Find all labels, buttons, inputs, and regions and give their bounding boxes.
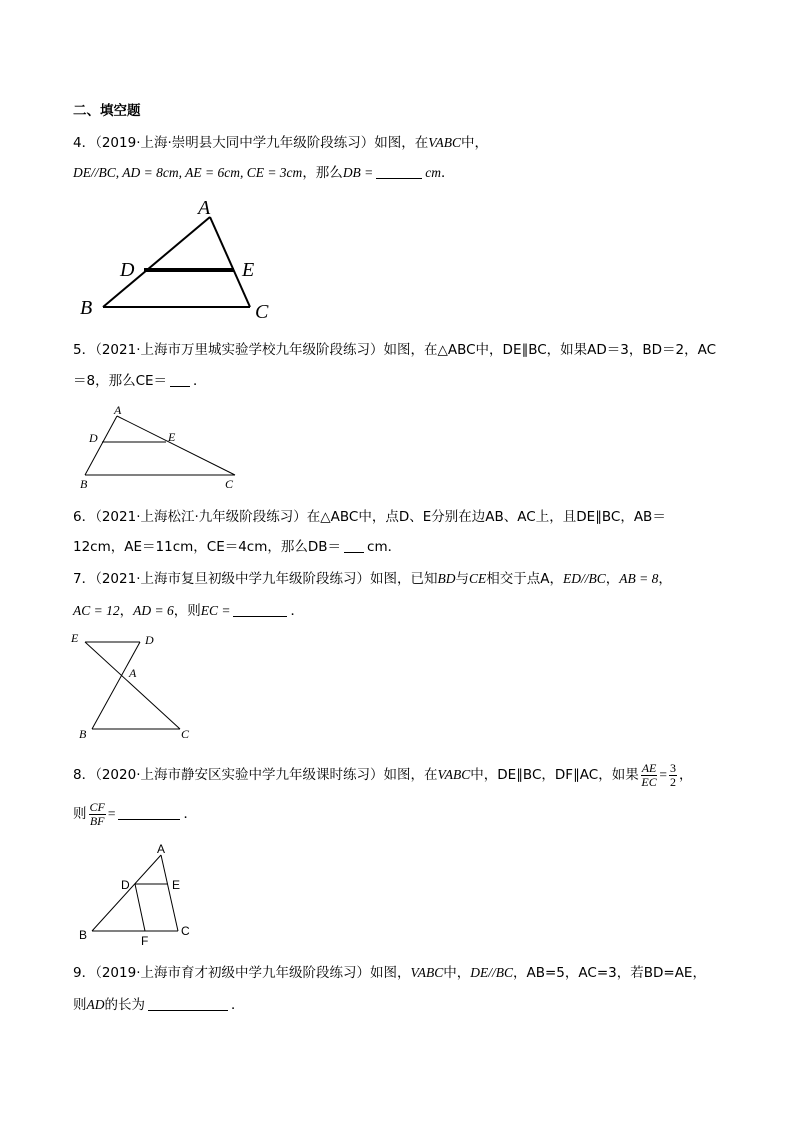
- q8-label-f: F: [141, 934, 149, 948]
- q9-text-c: ，AB=5，AC=3，若BD=AE，: [513, 965, 706, 981]
- q8-line1: [73, 760, 693, 790]
- q5-side-ac: [117, 416, 235, 475]
- q4-unit: cm: [425, 165, 442, 180]
- q9-then: 则: [73, 997, 87, 1013]
- q8-fraction-3-2: [669, 762, 677, 789]
- q5-text: ＝8，那么CE＝: [73, 373, 168, 389]
- q8-comma: ，: [679, 767, 693, 783]
- q7-text-g: ，则: [173, 603, 201, 619]
- q8-label-e: E: [172, 878, 181, 892]
- q6-text: 12cm，AE＝11cm，CE＝4cm，那么DB＝: [73, 539, 342, 555]
- q7-text-d: ，: [605, 571, 620, 587]
- q5-side-ab: [85, 416, 117, 475]
- q8-line2: 则 $\frac{CF}{BF}$ = ．: [73, 799, 197, 828]
- q8-side-ab: [92, 855, 161, 931]
- q4-label-b: B: [80, 297, 93, 319]
- q4-answer-blank[interactable]: [376, 164, 422, 179]
- q8-fraction-ae-ec: [641, 762, 658, 789]
- q9-text-d: 的长为: [104, 997, 145, 1013]
- q5-answer-blank[interactable]: [170, 372, 190, 387]
- q4-line1: [73, 134, 488, 152]
- q9-triangle: VABC: [410, 965, 444, 980]
- q8-text-b: 中，DE∥BC，DF∥AC，如果: [470, 767, 639, 783]
- q9-ad: AD: [86, 997, 105, 1012]
- q7-ce: CE: [469, 571, 487, 586]
- q5-label-c: C: [225, 477, 234, 491]
- q8-label-b: B: [79, 928, 88, 942]
- q9-period: ．: [231, 997, 245, 1013]
- q8-frac3-num: CF: [89, 799, 105, 814]
- q4-label-d: D: [120, 259, 135, 281]
- q4-then: ，那么: [302, 165, 343, 181]
- section-title: 二、填空题: [73, 103, 141, 119]
- q8-equals: =: [659, 767, 668, 782]
- q8-frac3-den: BF: [89, 813, 105, 828]
- q5-line2: [73, 372, 207, 390]
- q7-line1: [73, 570, 672, 588]
- q7-text-c: 相交于点A，: [486, 571, 564, 587]
- q8-triangle: VABC: [437, 767, 471, 782]
- q7-ec: EC =: [200, 603, 231, 618]
- q4-db: DB =: [342, 165, 374, 180]
- q7-ab: AB = 8: [619, 571, 659, 586]
- q7-bd: BD: [437, 571, 456, 586]
- q8-frac2-den: 2: [670, 774, 677, 789]
- q6-line2: [73, 538, 401, 556]
- q7-ac: AC = 12: [73, 603, 120, 618]
- q8-side-ac: [161, 855, 181, 931]
- q8-text-a: 8．（2020·上海市静安区实验中学九年级课时练习）如图，在: [73, 767, 438, 783]
- q9-line2: [73, 996, 245, 1014]
- q4-line2: [73, 164, 455, 182]
- q7-text-a: 7．（2021·上海市复旦初级中学九年级阶段练习）如图，已知: [73, 571, 438, 587]
- q7-label-a: A: [129, 666, 137, 680]
- q9-text-b: 中，: [443, 965, 471, 981]
- q7-text-b: 与: [455, 571, 469, 587]
- q8-frac1-den: EC: [641, 774, 657, 789]
- q7-condition: ED//BC: [563, 571, 606, 586]
- q4-label-c: C: [255, 301, 269, 323]
- q5-label-a: A: [114, 403, 122, 417]
- q7-answer-blank[interactable]: [233, 602, 287, 617]
- q8-figure: [75, 838, 205, 948]
- q4-text-end: 中，: [461, 135, 489, 151]
- q8-answer-blank[interactable]: [118, 805, 180, 820]
- q4-figure: [70, 190, 300, 330]
- q5-label-d: D: [89, 431, 98, 445]
- q7-label-e: E: [71, 631, 79, 645]
- q9-line1: [73, 964, 706, 982]
- q8-label-d: D: [121, 878, 130, 892]
- q5-period: ．: [193, 373, 207, 389]
- q7-text-e: ，: [658, 571, 672, 587]
- q5-label-b: B: [80, 477, 88, 491]
- q8-frac1-num: AE: [641, 760, 657, 775]
- q4-conditions: DE//BC, AD = 8cm, AE = 6cm, CE = 3cm: [73, 165, 303, 180]
- q5-line1: 5．（2021·上海市万里城实验学校九年级阶段练习）如图，在△ABC中，DE∥BC，如果AD＝3，BD＝2，AC: [73, 342, 717, 358]
- q8-frac2-num: 3: [670, 760, 677, 775]
- q7-period: ．: [290, 603, 304, 619]
- q7-figure: [65, 628, 205, 746]
- q7-label-b: B: [79, 727, 87, 741]
- q8-fraction-cf-bf: [89, 801, 106, 828]
- q4-label-a: A: [198, 197, 211, 219]
- q7-label-d: D: [145, 633, 154, 647]
- q6-answer-blank[interactable]: [344, 538, 364, 553]
- q8-segment-df: [135, 884, 145, 931]
- q7-label-c: C: [181, 727, 190, 741]
- q8-period: ．: [183, 806, 197, 822]
- q8-label-a: A: [157, 842, 166, 856]
- q9-answer-blank[interactable]: [148, 996, 228, 1011]
- q4-triangle: VABC: [428, 135, 462, 150]
- q5-figure: [75, 398, 255, 493]
- q8-then: 则: [73, 806, 87, 822]
- q4-period: ．: [441, 165, 455, 181]
- q4-label-e: E: [242, 259, 255, 281]
- q9-condition: DE//BC: [470, 965, 513, 980]
- q7-text-f: ，: [119, 603, 134, 619]
- q9-text-a: 9．（2019·上海市育才初级中学九年级阶段练习）如图，: [73, 965, 411, 981]
- q6-end: cm．: [367, 539, 402, 555]
- q5-label-e: E: [168, 430, 176, 444]
- q7-line2: [73, 602, 304, 620]
- q7-ad: AD = 6: [133, 603, 174, 618]
- q8-label-c: C: [181, 924, 190, 938]
- q4-text: 4．（2019·上海·崇明县大同中学九年级阶段练习）如图，在: [73, 135, 429, 151]
- q6-line1: 6．（2021·上海松江·九年级阶段练习）在△ABC中，点D、E分别在边AB、AC上，且DE∥BC，AB＝: [73, 509, 666, 525]
